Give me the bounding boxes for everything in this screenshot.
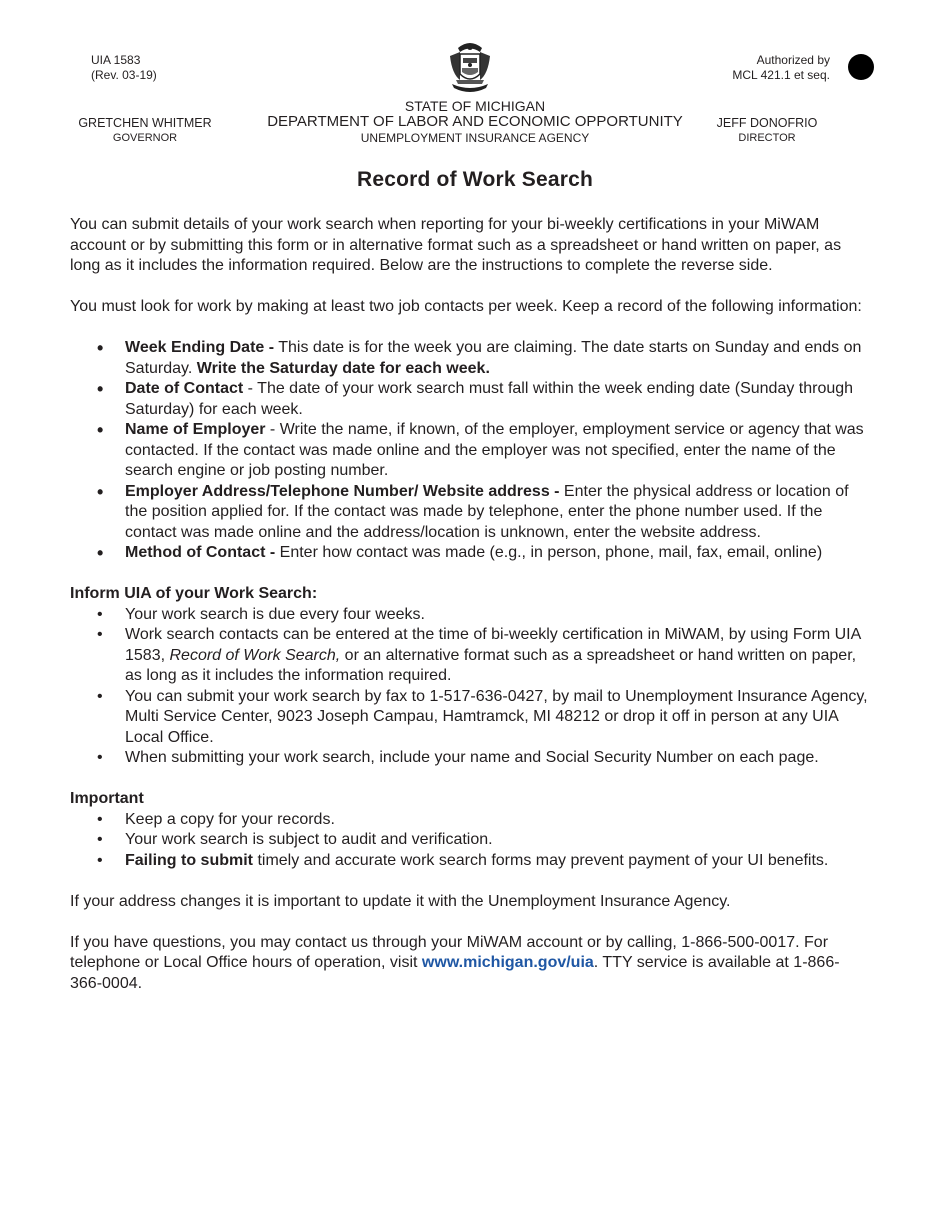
director-title: DIRECTOR [738,132,796,144]
governor-name: GRETCHEN WHITMER [78,116,212,130]
list-item: • You can submit your work search by fax to 1-517-636-0427, by mail to Unemployment Insurance Agency, Multi Service Center, 9023 Joseph Campau, Hamtramck, MI 48212 or drop it off in person at any UIA Local Office. [97,687,868,746]
list-item: • Work search contacts can be entered at the time of bi-weekly certification in MiWAM, by using Form UIA 1583, Record of Work Search, or an alternative format such as a spreadsheet or hand written on paper, as long as it includes the information required. [97,626,861,684]
bullet: • [97,543,104,563]
contact-paragraph: If you have questions, you may contact us through your MiWAM account or by calling, 1-866-500-0017. For telephone or Local Office hours of operation, visit www.michigan.gov/uia. TTY service is available at 1-866-366-0004. [70,933,840,992]
bullet: • [97,831,103,848]
form-revision: (Rev. 03-19) [91,68,157,82]
list-item: • Failing to submit timely and accurate work search forms may prevent payment of your UI benefits. [70,851,870,872]
inform-heading: Inform UIA of your Work Search: [70,585,318,602]
bullet: • [97,379,104,399]
form-identifier [91,53,157,83]
bullet: • [97,605,103,623]
field-instructions-list [70,338,870,564]
page-title: Record of Work Search [356,168,594,191]
list-item: • Your work search is due every four weeks. [70,605,870,626]
bullet: • [97,626,103,643]
director-block [687,115,847,145]
list-item: • Your work search is subject to audit and verification. [70,830,870,851]
important-list [70,810,870,872]
list-item: • When submitting your work search, include your name and Social Security Number on each page. [70,748,870,769]
form-number: UIA 1583 [91,53,141,67]
address-change-note: If your address changes it is important to update it with the Unemployment Insurance Agency. [70,892,731,910]
black-dot-marker [848,54,874,80]
governor-block [65,115,225,145]
bullet: • [97,851,103,869]
agency-name: UNEMPLOYMENT INSURANCE AGENCY [360,131,590,145]
michigan-state-seal-icon [444,40,496,96]
department-name: DEPARTMENT OF LABOR AND ECONOMIC OPPORTUNITY [267,113,683,130]
list-item: • Week Ending Date - This date is for the week you are claiming. The date starts on Sunday and ends on Saturday. Write the Saturday date for each week. [97,338,862,377]
bullet: • [97,749,103,766]
director-name: JEFF DONOFRIO [716,116,818,130]
list-item: • Name of Employer - Write the name, if known, of the employer, employment service or agency that was contacted. If the contact was made online and the employer was not specified, enter the name of the search engine or job posting number. [97,420,864,479]
bullet: • [97,481,104,502]
intro-paragraph: You can submit details of your work search when reporting for your bi-weekly certifications in your MiWAM account or by submitting this form or in alternative format such as a spreadsheet or hand written on paper, as long as it includes the information required. Below are the instructions to complete the reverse side. [70,216,842,274]
authorized-by: Authorized by [756,53,830,67]
list-item: • Method of Contact - Enter how contact was made (e.g., in person, phone, mail, fax, email, online) [97,543,823,563]
list-item: • Employer Address/Telephone Number/ Website address - Enter the physical address or location of the position applied for. If the contact was made by telephone, enter the phone number used. If the contact was made online and the address/location is unknown, enter the website address. [97,481,849,541]
authorization-note [732,53,830,83]
state-name: STATE OF MICHIGAN [404,98,546,114]
uia-website-link[interactable]: www.michigan.gov/uia [421,954,594,971]
governor-title: GOVERNOR [112,132,178,144]
bullet: • [97,420,104,440]
bullet: • [97,687,103,705]
authorizing-statute: MCL 421.1 et seq. [732,68,830,82]
document-body [70,215,870,994]
list-item: • Keep a copy for your records. [70,810,870,831]
important-heading: Important [70,790,144,807]
inform-list [70,605,870,769]
bullet: • [97,810,103,828]
requirement-paragraph: You must look for work by making at least two job contacts per week. Keep a record of the following information: [70,298,862,315]
list-item: • Date of Contact - The date of your work search must fall within the week ending date (Sunday through Saturday) for each week. [97,379,854,418]
bullet: • [97,338,104,358]
